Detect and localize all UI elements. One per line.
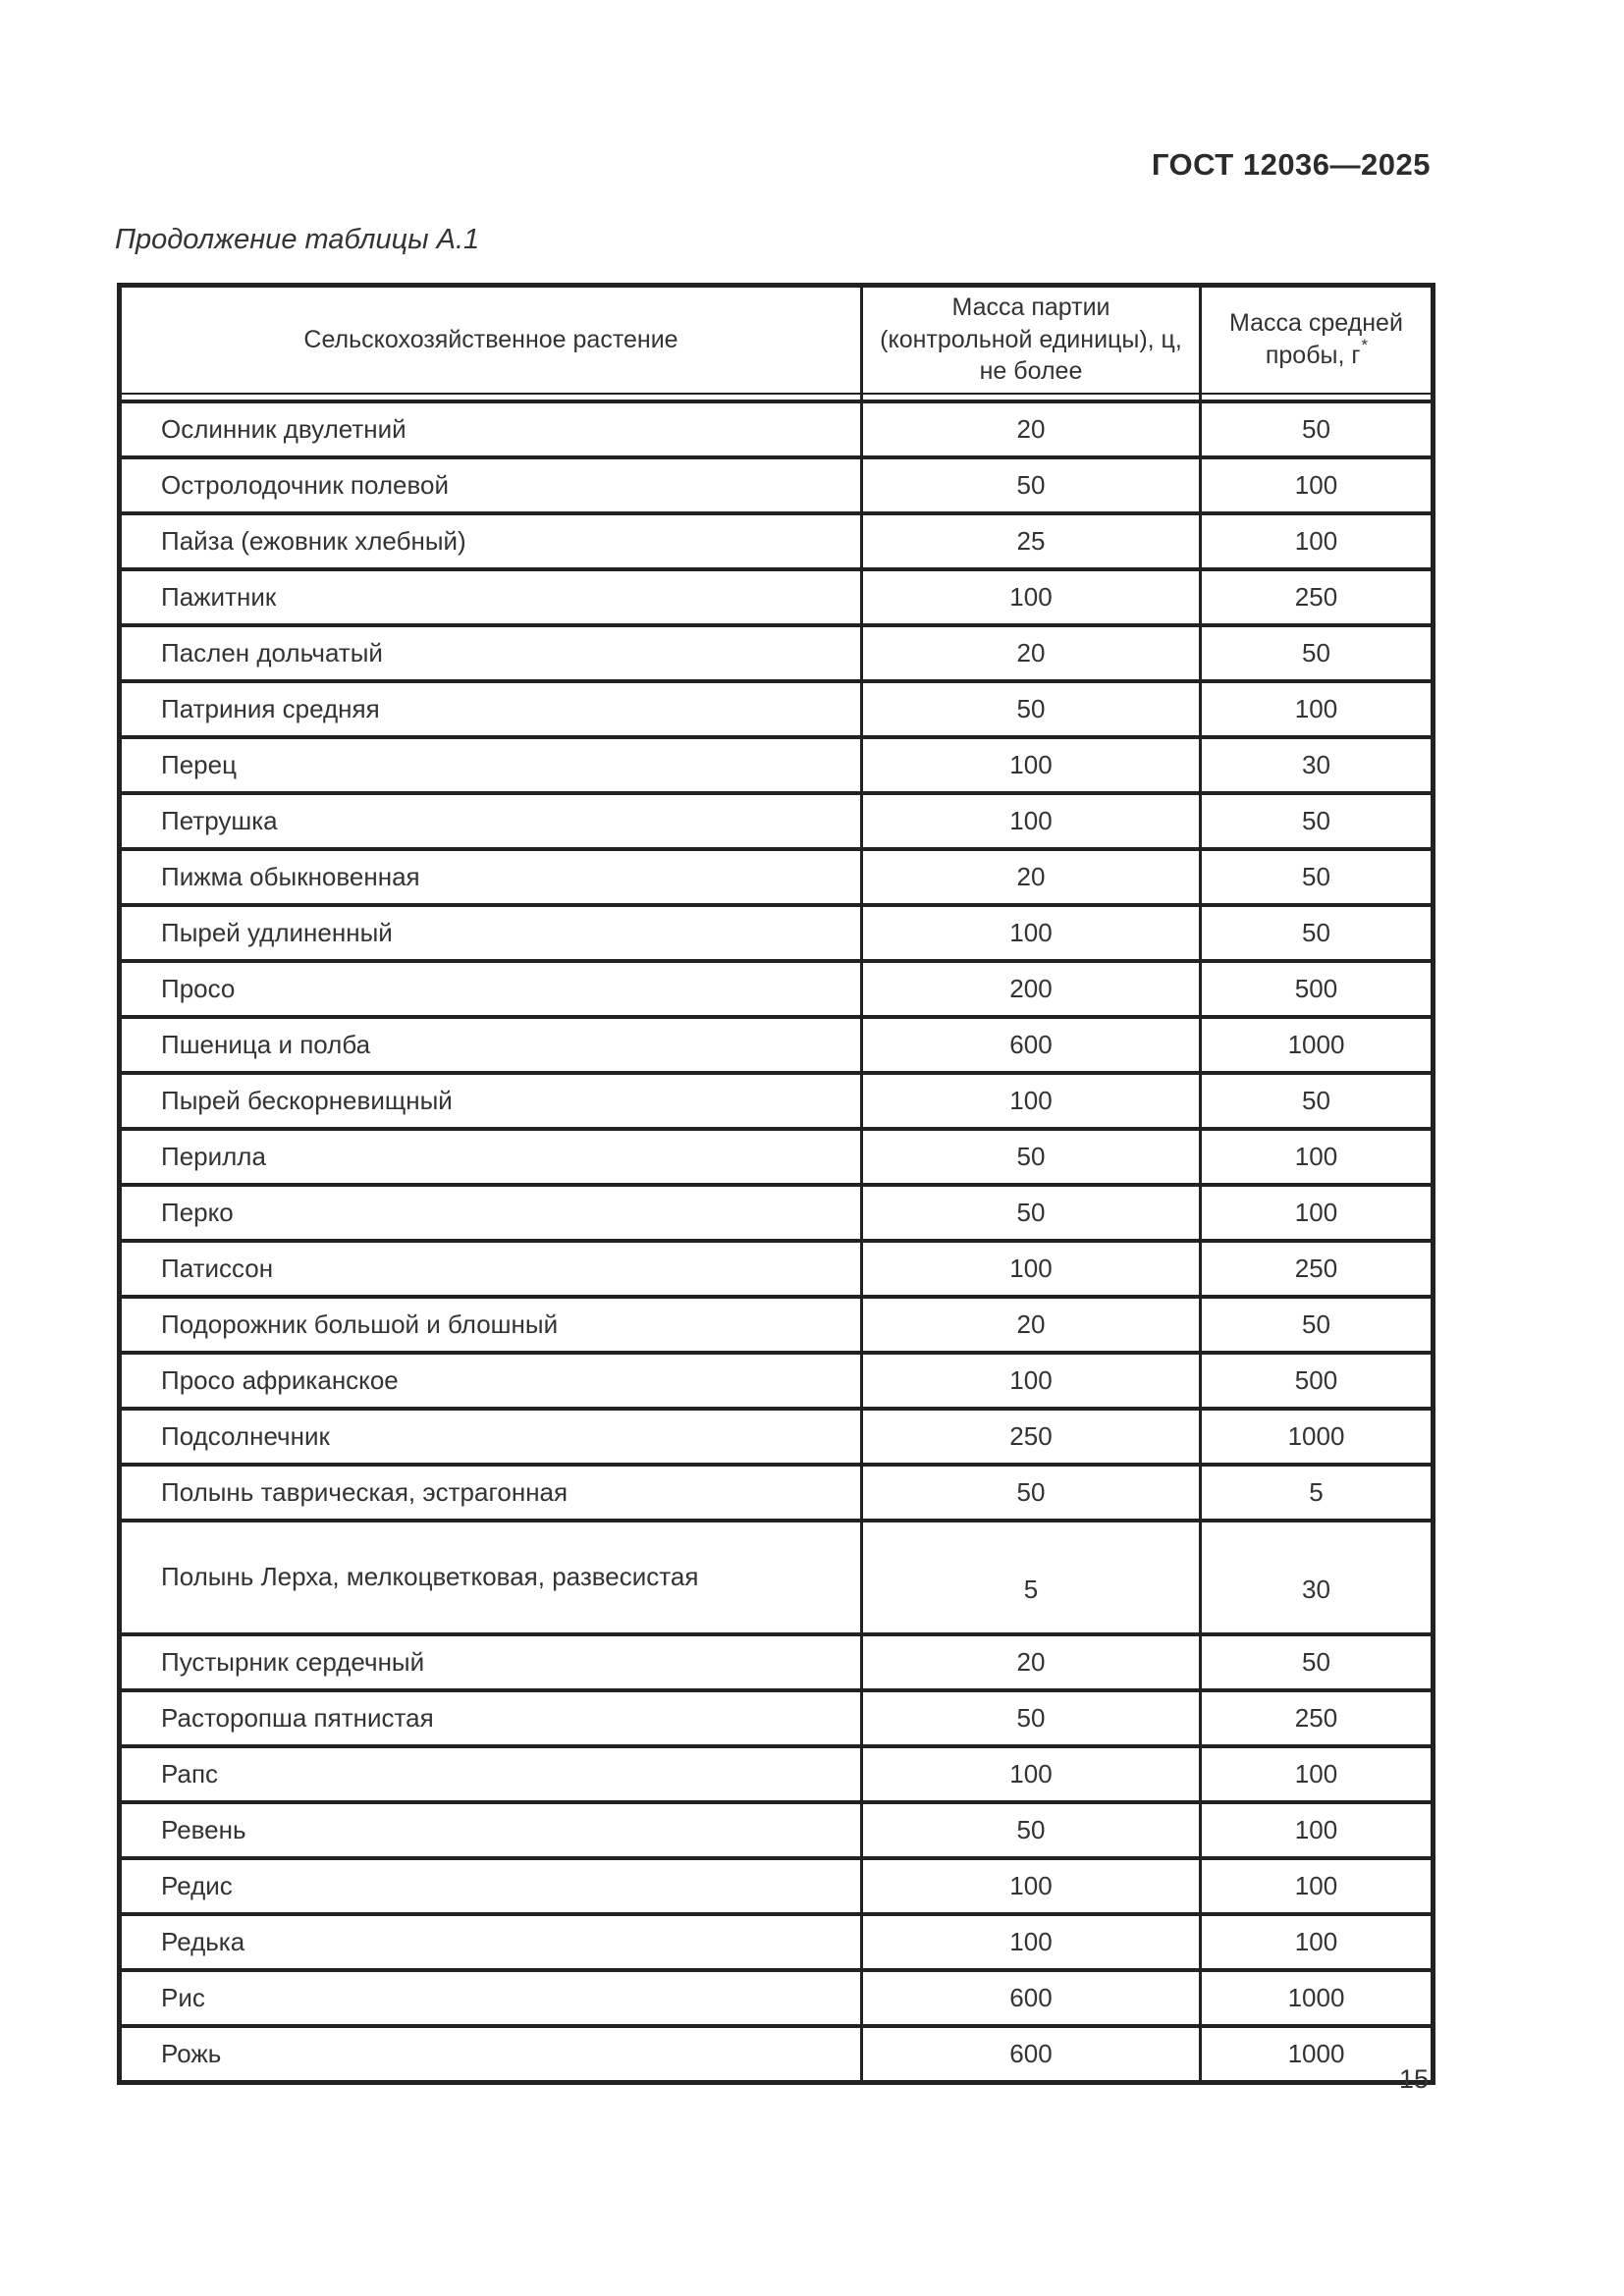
sample-mass-cell: 1000 [1201,1970,1434,2026]
batch-mass-cell: 25 [862,513,1201,569]
table-row [120,1409,1434,1465]
sample-mass-cell: 50 [1201,905,1434,961]
sample-mass-cell: 50 [1201,1297,1434,1353]
batch-mass-cell: 50 [862,1465,1201,1521]
sample-mass-cell: 100 [1201,1914,1434,1970]
plant-name-cell: Перилла [120,1129,862,1185]
batch-mass-cell: 20 [862,849,1201,905]
batch-mass-cell: 100 [862,793,1201,849]
table-row [120,1129,1434,1185]
plant-name-cell: Пажитник [120,569,862,625]
batch-mass-cell: 50 [862,681,1201,737]
table-body [120,401,1434,2083]
sample-mass-cell: 250 [1201,1241,1434,1297]
plant-name-cell: Пырей бескорневищный [120,1073,862,1129]
batch-mass-cell: 200 [862,961,1201,1017]
table-header [120,286,1434,401]
table-header-row [120,286,1434,401]
sample-mass-cell: 250 [1201,1690,1434,1746]
sample-mass-cell: 50 [1201,401,1434,457]
plant-name-cell: Перко [120,1185,862,1241]
plant-name-cell: Остролодочник полевой [120,457,862,513]
table-row [120,1914,1434,1970]
plant-name-cell: Просо африканское [120,1353,862,1409]
plant-name-cell: Подсолнечник [120,1409,862,1465]
batch-mass-cell: 100 [862,1858,1201,1914]
sample-mass-cell: 50 [1201,1634,1434,1690]
column-header-plant: Сельскохозяйственное растение [120,286,862,401]
batch-mass-cell: 100 [862,569,1201,625]
plant-name-cell: Расторопша пятнистая [120,1690,862,1746]
sample-mass-cell: 100 [1201,1185,1434,1241]
table-row [120,1241,1434,1297]
batch-mass-cell: 100 [862,1241,1201,1297]
table-row [120,905,1434,961]
batch-mass-cell: 100 [862,1353,1201,1409]
table-row [120,1634,1434,1690]
batch-mass-cell: 50 [862,1690,1201,1746]
table-row [120,1017,1434,1073]
table-row [120,793,1434,849]
plant-name-cell: Ослинник двулетний [120,401,862,457]
table-row [120,961,1434,1017]
table-row [120,1858,1434,1914]
batch-mass-cell: 600 [862,1970,1201,2026]
plant-name-cell: Подорожник большой и блошный [120,1297,862,1353]
batch-mass-cell: 100 [862,905,1201,961]
table-row [120,401,1434,457]
batch-mass-cell: 20 [862,625,1201,681]
plant-name-cell: Патиссон [120,1241,862,1297]
sample-mass-cell: 100 [1201,1746,1434,1802]
sample-mass-cell: 100 [1201,1858,1434,1914]
plant-name-cell: Рапс [120,1746,862,1802]
column-header-sample-mass [1201,286,1434,401]
sample-mass-cell: 1000 [1201,1409,1434,1465]
plant-name-cell: Пустырник сердечный [120,1634,862,1690]
table-row [120,1297,1434,1353]
sample-mass-cell: 50 [1201,1073,1434,1129]
sample-mass-cell: 100 [1201,513,1434,569]
column-header-sample-mass-text: Масса средней пробы, г [1229,309,1403,369]
batch-mass-cell: 600 [862,2026,1201,2083]
page-number: 15 [1398,2064,1429,2094]
sample-mass-cell: 100 [1201,457,1434,513]
table-row [120,457,1434,513]
batch-mass-cell: 5 [862,1521,1201,1634]
table-row [120,737,1434,793]
plant-name-cell: Пшеница и полба [120,1017,862,1073]
batch-mass-cell: 20 [862,1634,1201,1690]
sample-mass-cell: 5 [1201,1465,1434,1521]
table-continuation-caption: Продолжение таблицы А.1 [115,224,480,255]
column-header-batch-mass: Масса партии (контрольной единицы), ц, не более [862,286,1201,401]
table-row [120,1802,1434,1858]
table-row [120,681,1434,737]
table-row [120,1353,1434,1409]
batch-mass-cell: 50 [862,1129,1201,1185]
plant-name-cell: Редис [120,1858,862,1914]
plant-name-cell: Полынь Лерха, мелкоцветковая, развесистая [120,1521,862,1634]
table-row [120,625,1434,681]
sample-mass-cell: 30 [1201,1521,1434,1634]
batch-mass-cell: 100 [862,737,1201,793]
sample-mass-cell: 1000 [1201,1017,1434,1073]
plant-name-cell: Редька [120,1914,862,1970]
footnote-asterisk: * [1361,336,1369,355]
batch-mass-cell: 100 [862,1073,1201,1129]
sample-mass-cell: 30 [1201,737,1434,793]
batch-mass-cell: 50 [862,1802,1201,1858]
batch-mass-cell: 50 [862,1185,1201,1241]
plant-name-cell: Пырей удлиненный [120,905,862,961]
sample-mass-cell: 500 [1201,961,1434,1017]
sample-mass-cell: 100 [1201,1802,1434,1858]
plant-name-cell: Патриния средняя [120,681,862,737]
batch-mass-cell: 50 [862,457,1201,513]
table-row [120,1073,1434,1129]
batch-mass-cell: 20 [862,1297,1201,1353]
table-row [120,513,1434,569]
batch-mass-cell: 600 [862,1017,1201,1073]
table-row [120,1690,1434,1746]
plant-name-cell: Полынь таврическая, эстрагонная [120,1465,862,1521]
table-row [120,1465,1434,1521]
batch-mass-cell: 250 [862,1409,1201,1465]
plant-name-cell: Пайза (ежовник хлебный) [120,513,862,569]
plant-name-cell: Рис [120,1970,862,2026]
plant-name-cell: Перец [120,737,862,793]
plant-name-cell: Пижма обыкновенная [120,849,862,905]
plant-name-cell: Ревень [120,1802,862,1858]
table-row [120,1746,1434,1802]
sample-mass-cell: 50 [1201,793,1434,849]
batch-mass-cell: 20 [862,401,1201,457]
plant-name-cell: Просо [120,961,862,1017]
seed-mass-table [117,283,1435,2085]
batch-mass-cell: 100 [862,1914,1201,1970]
plant-name-cell: Паслен дольчатый [120,625,862,681]
sample-mass-cell: 500 [1201,1353,1434,1409]
sample-mass-cell: 100 [1201,1129,1434,1185]
table-row [120,569,1434,625]
table-row [120,1521,1434,1634]
table-row [120,849,1434,905]
sample-mass-cell: 100 [1201,681,1434,737]
sample-mass-cell: 50 [1201,625,1434,681]
standard-number: ГОСТ 12036—2025 [1151,147,1431,182]
table-row [120,1185,1434,1241]
sample-mass-cell: 50 [1201,849,1434,905]
batch-mass-cell: 100 [862,1746,1201,1802]
plant-name-cell: Рожь [120,2026,862,2083]
table-row [120,2026,1434,2083]
sample-mass-cell: 1000 [1201,2026,1434,2083]
plant-name-cell: Петрушка [120,793,862,849]
table-row [120,1970,1434,2026]
sample-mass-cell: 250 [1201,569,1434,625]
